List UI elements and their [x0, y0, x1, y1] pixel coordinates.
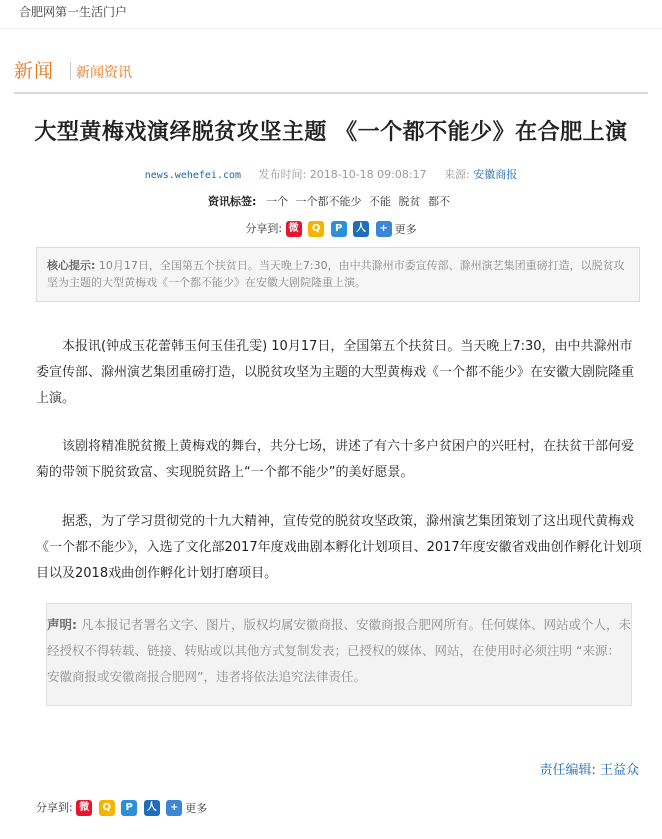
share-more-link[interactable]: 更多: [185, 802, 208, 815]
notice-label: 声明:: [47, 617, 77, 632]
tag-link[interactable]: 脱贫: [398, 195, 421, 208]
article-paragraph: 据悉，为了学习贯彻党的十九大精神，宣传党的脱贫攻坚政策，滁州演艺集团策划了这出现代黄梅戏《一个都不能少》，入选了文化部2017年度戏曲剧本孵化计划项目、2017年度安徽省戏曲创作孵化计划项目以及2018戏曲创作孵化计划打磨项目。: [36, 514, 642, 581]
share-more-link[interactable]: 更多: [394, 223, 417, 236]
more-plus-icon[interactable]: +: [166, 800, 182, 816]
weibo-icon[interactable]: 微: [286, 221, 302, 237]
renren-icon[interactable]: 人: [353, 221, 369, 237]
qzone-icon[interactable]: Q: [308, 221, 324, 237]
source-link[interactable]: 安徽商报: [473, 168, 518, 181]
tencent-weibo-icon[interactable]: P: [331, 221, 347, 237]
channel-divider: [70, 62, 71, 80]
top-bar: [0, 0, 662, 29]
qzone-icon[interactable]: Q: [99, 800, 115, 816]
tag-link[interactable]: 一个: [265, 195, 288, 208]
article-tags: [0, 193, 662, 209]
channel-header: [14, 56, 648, 94]
share-bar-top: [0, 220, 662, 237]
article-url[interactable]: news.wehefei.com: [144, 170, 242, 181]
tencent-weibo-icon[interactable]: P: [121, 800, 137, 816]
weibo-icon[interactable]: 微: [76, 800, 92, 816]
article-paragraph: 本报讯(钟成玉花蕾韩玉何玉佳孔雯) 10月17日，全国第五个扶贫日。当天晚上7:30，由中共滁州市委宣传部、滁州演艺集团重磅打造，以脱贫攻坚为主题的大型黄梅戏《一个都不能少》在安徽大剧院隆重上演。: [36, 339, 635, 406]
summary-label: 核心提示:: [47, 259, 96, 272]
copyright-notice: [46, 603, 632, 706]
share-label: 分享到:: [245, 222, 283, 235]
notice-text: 凡本报记者署名文字、图片，版权均属安徽商报、安徽商报合肥网所有。任何媒体、网站或个人，未经授权不得转载、链接、转贴或以其他方式复制发表；已授权的媒体、网站，在使用时必须注明 “来源：安徽商报或安徽商报合肥网”，违者将依法追究法律责任。: [47, 617, 631, 684]
tags-label: 资讯标签:: [208, 195, 257, 208]
summary-text: 10月17日，全国第五个扶贫日。当天晚上7:30，由中共滁州市委宣传部、滁州演艺集团重磅打造，以脱贫攻坚为主题的大型黄梅戏《一个都不能少》在安徽大剧院隆重上演。: [47, 259, 625, 289]
article-meta: [0, 166, 662, 182]
summary-box: [36, 247, 640, 302]
source-label: 来源:: [444, 168, 470, 181]
renren-icon[interactable]: 人: [144, 800, 160, 816]
tag-link[interactable]: 都不: [427, 195, 450, 208]
channel-title[interactable]: 新闻: [14, 60, 55, 82]
share-bar-bottom: [36, 799, 207, 816]
tag-link[interactable]: 不能: [368, 195, 391, 208]
site-home-link[interactable]: 合肥网第一生活门户: [19, 5, 128, 19]
publish-time: 发布时间: 2018-10-18 09:08:17: [258, 168, 427, 181]
tag-link[interactable]: 一个都不能少: [295, 195, 362, 208]
share-label: 分享到:: [36, 801, 73, 814]
more-plus-icon[interactable]: +: [376, 221, 392, 237]
channel-subtitle[interactable]: 新闻资讯: [76, 65, 132, 81]
article-paragraph: 该剧将精准脱贫搬上黄梅戏的舞台，共分七场，讲述了有六十多户贫困户的兴旺村，在扶贫干部何爱菊的带领下脱贫致富、实现脱贫路上“一个都不能少”的美好愿景。: [36, 439, 635, 480]
article-title: 大型黄梅戏演绎脱贫攻坚主题 《一个都不能少》在合肥上演: [34, 120, 628, 145]
responsible-editor: 责任编辑: 王益众: [539, 763, 639, 778]
